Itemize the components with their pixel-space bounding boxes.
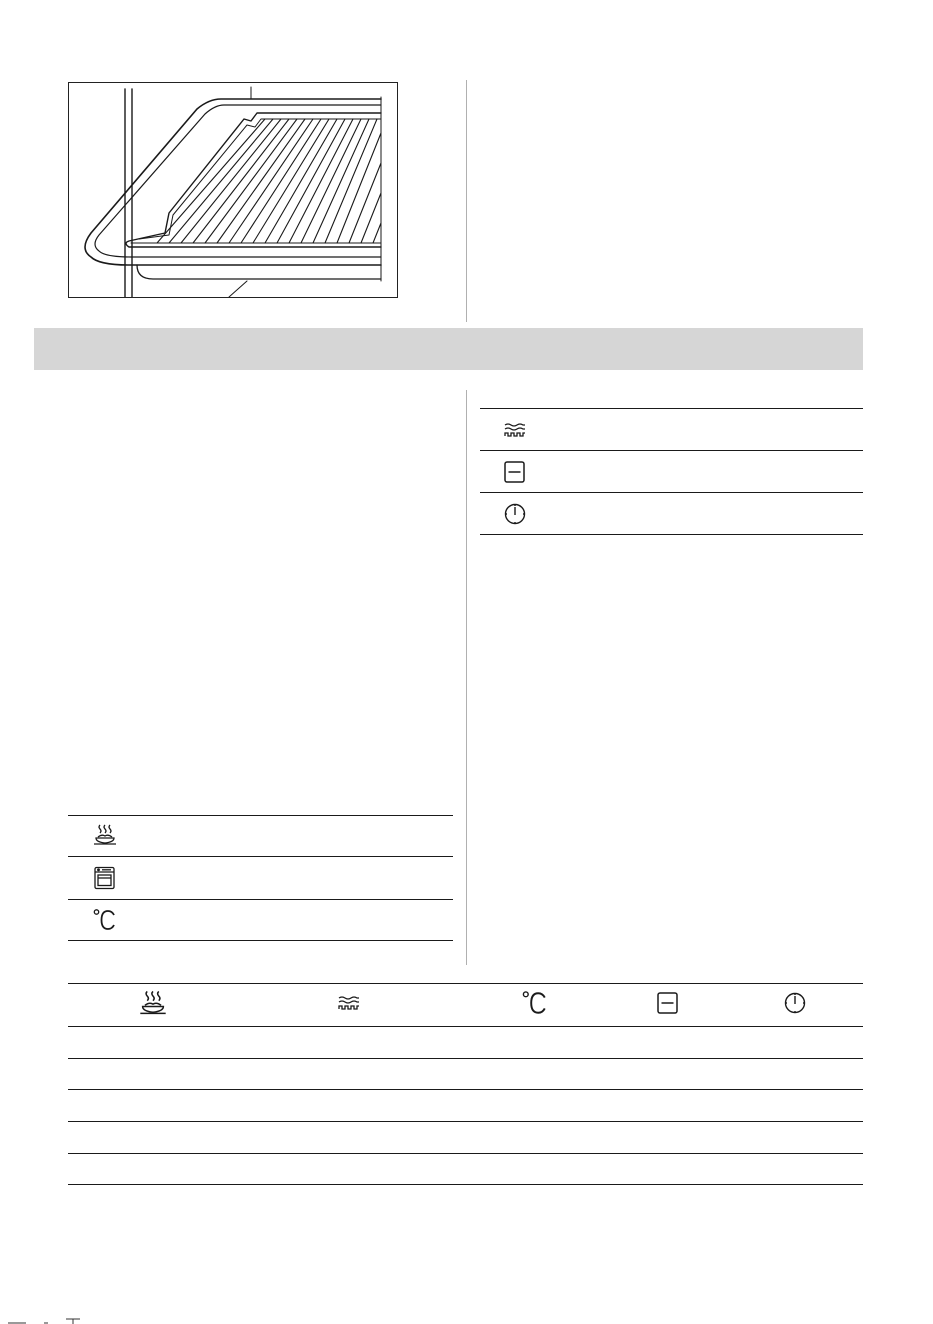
steam-dish-icon — [92, 821, 118, 849]
table-header-rule — [68, 1026, 863, 1027]
heating-element-icon — [502, 419, 528, 443]
legend-row — [480, 493, 863, 535]
table-row-rule — [68, 1153, 863, 1154]
oven-shelf-illustration — [68, 82, 398, 298]
clock-icon — [780, 991, 810, 1015]
celsius-icon — [92, 907, 118, 933]
icon-legend-right — [480, 408, 863, 535]
legend-row — [68, 815, 453, 857]
legend-row — [480, 451, 863, 493]
legend-row — [480, 408, 863, 451]
legend-row — [68, 900, 453, 941]
section-header-bar — [34, 328, 863, 370]
table-row-rule — [68, 1058, 863, 1059]
table-row-rule — [68, 1121, 863, 1122]
heating-element-icon — [334, 992, 364, 1016]
minus-box-icon — [653, 991, 683, 1015]
steam-dish-icon — [138, 989, 168, 1017]
wire-rack-icon — [69, 83, 398, 298]
table-row-rule — [68, 1089, 863, 1090]
legend-row — [68, 857, 453, 900]
icon-legend-left — [68, 815, 453, 941]
column-divider-top — [466, 80, 467, 322]
table-bottom-rule — [68, 1184, 863, 1185]
table-top-rule — [68, 983, 863, 984]
clock-icon — [502, 502, 528, 526]
oven-icon — [92, 866, 118, 890]
celsius-icon — [520, 990, 550, 1016]
column-divider-middle — [466, 390, 467, 965]
crop-mark — [0, 1318, 100, 1324]
minus-box-icon — [502, 460, 528, 484]
